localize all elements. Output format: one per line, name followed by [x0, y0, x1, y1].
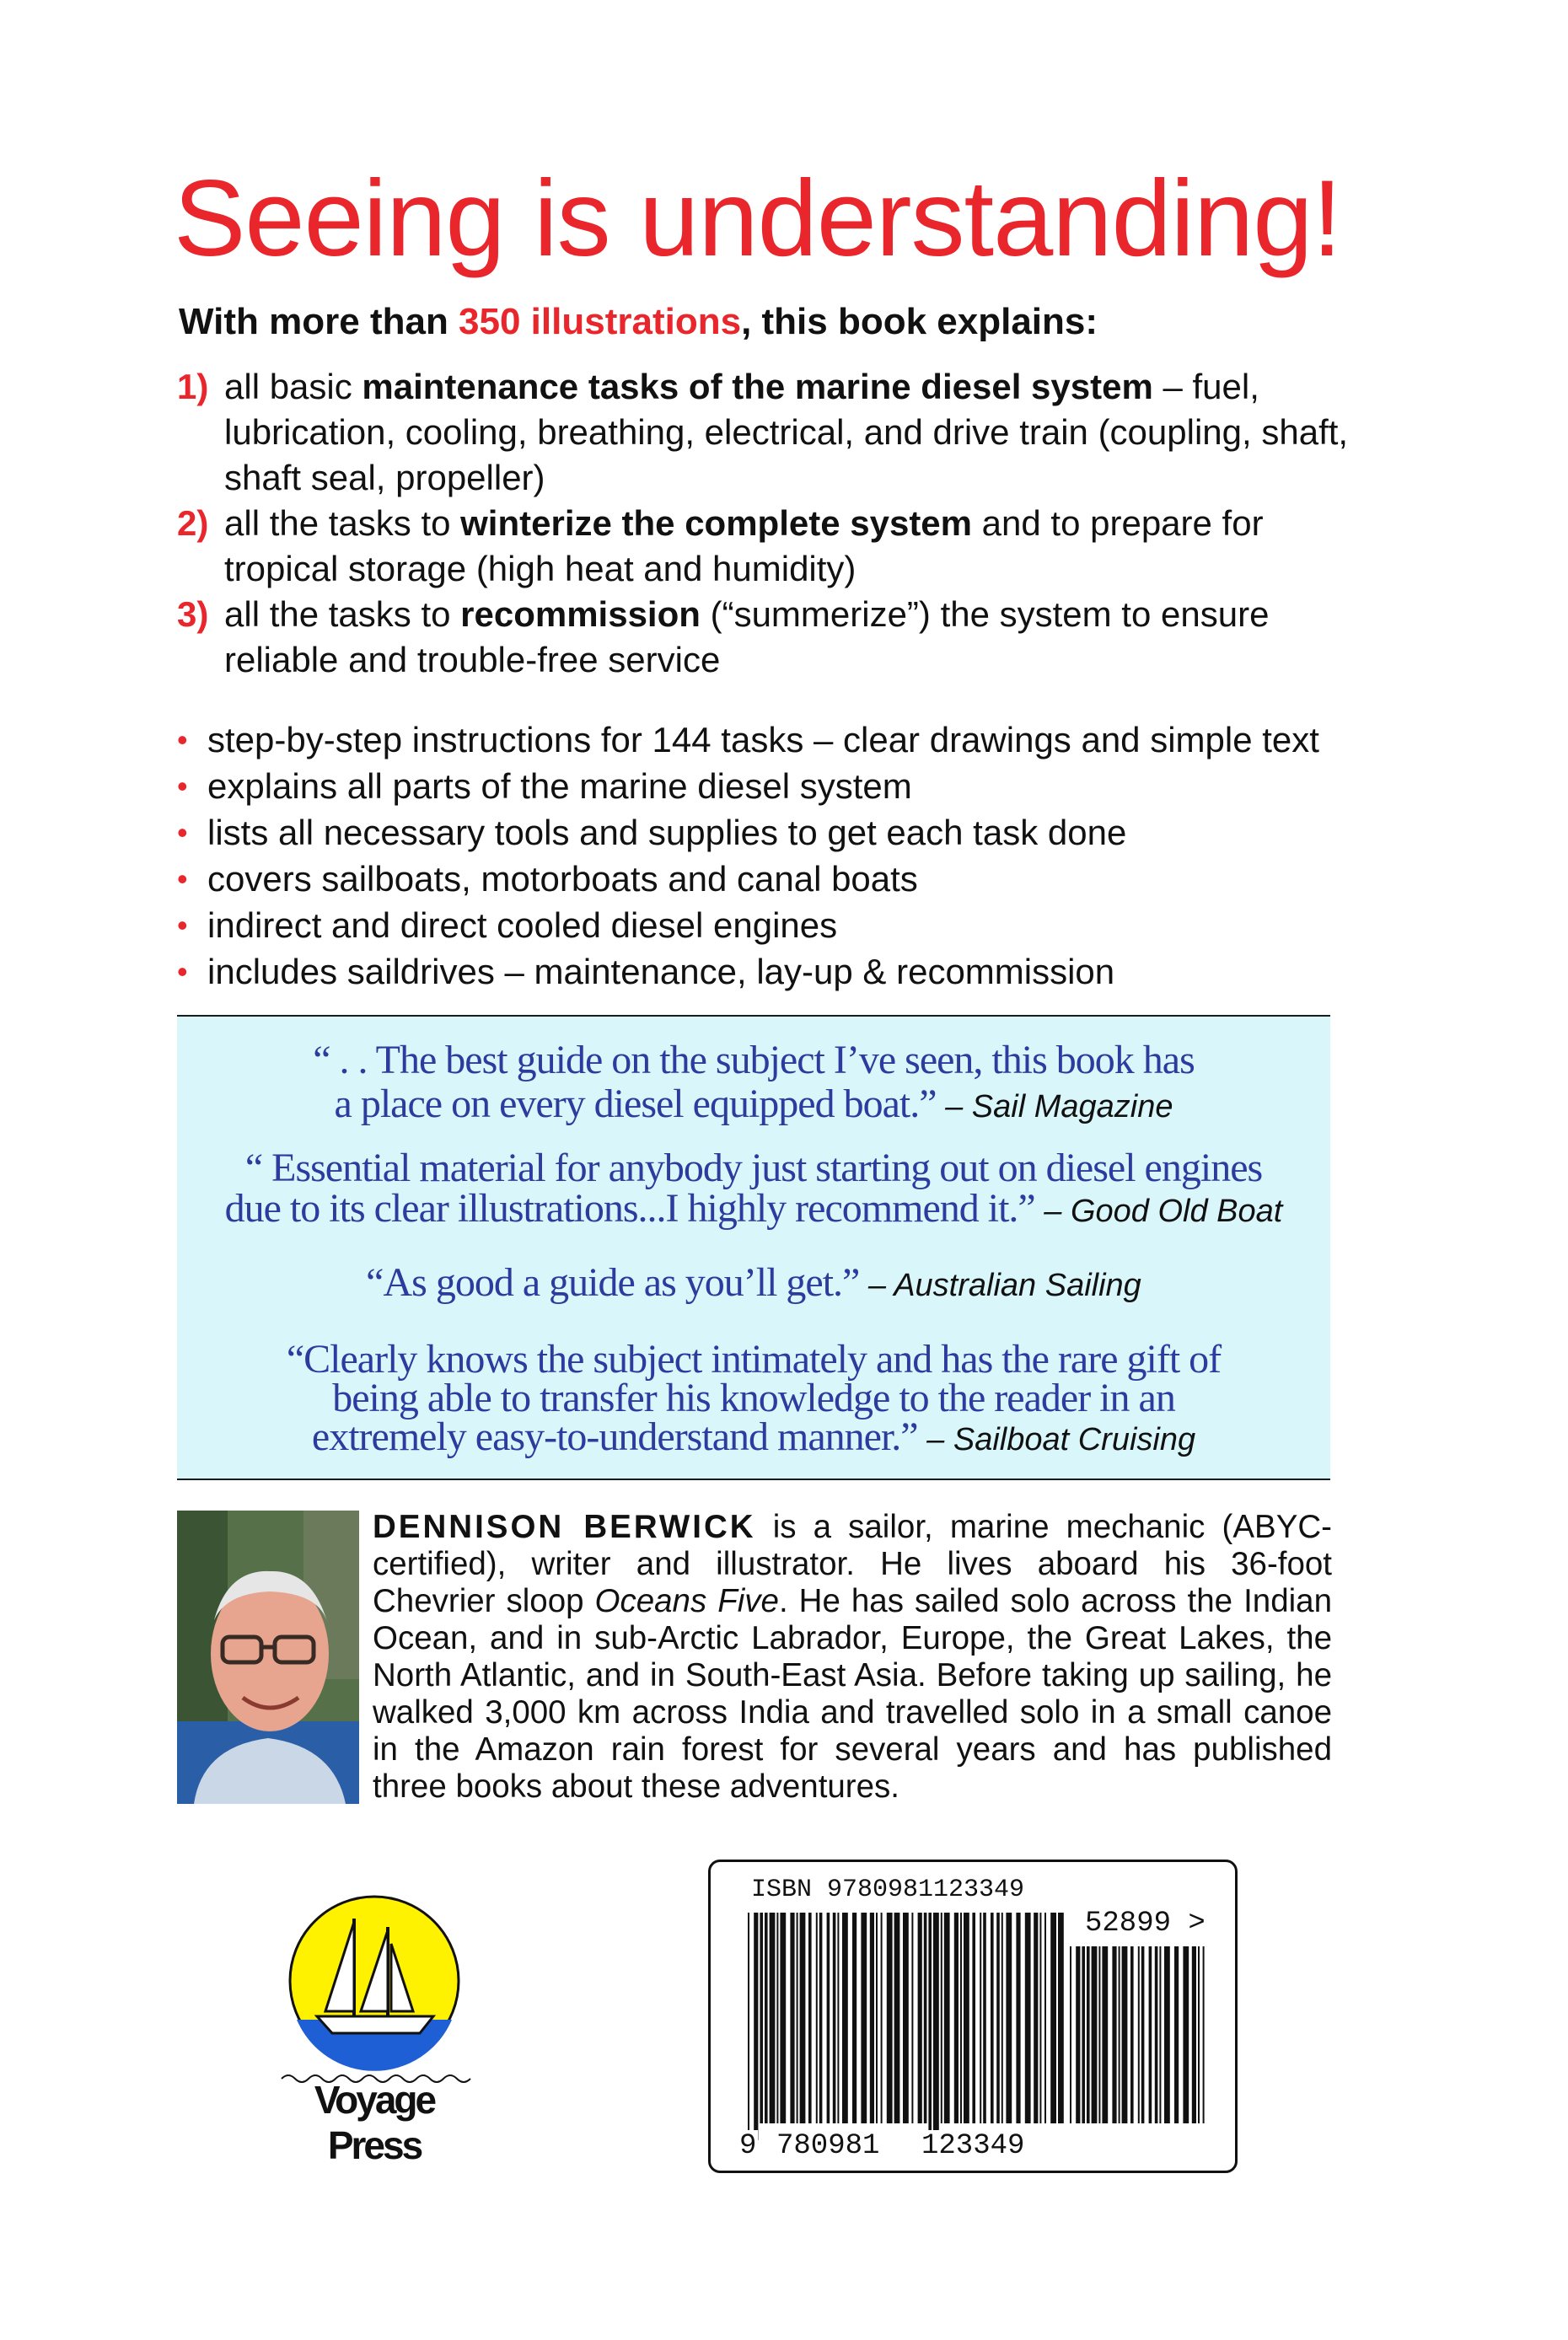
barcode-bar: [1087, 1946, 1090, 2123]
barcode-bar: [780, 1913, 786, 2123]
isbn-digit-group: 123349: [921, 2130, 1025, 2162]
isbn-barcode: [708, 1860, 1238, 2173]
barcode-bar: [797, 1913, 798, 2123]
bullet-item: • lists all necessary tools and supplies to get each task done: [177, 809, 1442, 856]
barcode-bar: [852, 1913, 856, 2123]
barcode-bar: [1112, 1946, 1116, 2123]
bio-text: . He has sailed solo across the Indian Ocean, and in sub-Arctic Labrador, Europe, the Great Lakes, the North Atlantic, and in South-East Asia. Before taking up sailing, he walked 3,000 km across India and travelled solo in a small canoe in the Amazon rain forest for several years and has published three books about these adventures.: [373, 1583, 1332, 1805]
item-number: 2): [177, 503, 209, 543]
intro-after: , this book explains:: [741, 301, 1098, 342]
barcode-bar: [928, 1913, 932, 2140]
barcode-bar: [1149, 1946, 1152, 2123]
quote-line: “As good a guide as you’ll get.”: [366, 1260, 860, 1305]
barcode-bar: [1050, 1913, 1056, 2123]
barcode-bar: [983, 1913, 986, 2123]
feature-bullets: [177, 716, 1442, 995]
quote-source: – Sail Magazine: [936, 1089, 1173, 1124]
barcode-bar: [1138, 1946, 1140, 2123]
author-bio: [373, 1509, 1332, 1806]
barcode-bar: [754, 1913, 758, 2140]
barcode-bar: [1025, 1913, 1031, 2123]
barcode-bar: [1164, 1946, 1170, 2123]
barcode-bar: [1159, 1946, 1161, 2123]
barcode-bar: [1034, 1913, 1038, 2123]
barcode-bar: [760, 1913, 763, 2123]
barcode-addon-bars: [1066, 1946, 1208, 2140]
item-bold-text: maintenance tasks of the marine diesel system: [362, 367, 1153, 406]
numbered-item: [177, 364, 1383, 501]
quote-source: – Sailboat Cruising: [917, 1422, 1196, 1457]
barcode-bar: [1016, 1913, 1020, 2123]
quote-source: – Australian Sailing: [859, 1268, 1141, 1303]
barcode-bar: [960, 1913, 962, 2123]
barcode-bar: [881, 1913, 883, 2123]
barcode-bar: [748, 1913, 749, 2140]
bio-text: is a sailor, marine mechanic (ABYC-certified), writer and illustrator. He lives aboard his 36-foot Chevrier sloop: [373, 1509, 1332, 1619]
barcode-bar: [933, 1913, 939, 2140]
quote-line: being able to transfer his knowledge to the reader in an: [332, 1376, 1175, 1420]
barcode-bar: [1039, 1913, 1041, 2123]
quote-line: due to its clear illustrations...I highly recommend it.”: [224, 1186, 1035, 1231]
item-text: – fuel, lubrication, cooling, breathing, electrical, and drive train (coupling, shaft, shaft seal, propeller): [224, 367, 1349, 497]
barcode-bar: [1070, 1946, 1071, 2123]
publisher-name: Voyage Press: [314, 2078, 435, 2167]
headline: Seeing is understanding!: [174, 158, 1341, 279]
intro-before: With more than: [179, 301, 459, 342]
barcode-bar: [770, 1913, 776, 2123]
barcode-bar: [790, 1913, 794, 2123]
review-quote: [177, 1261, 1330, 1314]
barcode-bar: [808, 1913, 812, 2123]
barcode-bar: [1102, 1946, 1108, 2123]
barcode-bars: [744, 1913, 1065, 2140]
barcode-bar: [1155, 1946, 1158, 2123]
bullet-item: • indirect and direct cooled diesel engines: [177, 902, 1442, 948]
barcode-bar: [861, 1913, 867, 2123]
barcode-bar: [1044, 1913, 1046, 2123]
item-text: all the tasks to: [224, 594, 461, 634]
barcode-bar: [1076, 1946, 1080, 2123]
item-text: all the tasks to: [224, 503, 461, 543]
sailboat-sun-icon: [265, 1893, 484, 2087]
barcode-bar: [1141, 1946, 1145, 2123]
quote-line: “ Essential material for anybody just starting out on diesel engines: [244, 1146, 1263, 1190]
author-portrait-illustration: [177, 1511, 359, 1804]
barcode-bar: [1198, 1946, 1200, 2123]
author-name: DENNISON BERWICK: [373, 1509, 756, 1545]
barcode-bar: [911, 1913, 913, 2123]
barcode-bar: [1183, 1946, 1189, 2123]
barcode-bar: [980, 1913, 981, 2123]
barcode-bar: [776, 1913, 778, 2123]
item-text: all basic: [224, 367, 362, 406]
numbered-item: [177, 592, 1383, 683]
barcode-bar: [991, 1913, 994, 2123]
barcode-bar: [903, 1913, 909, 2123]
review-quote: [177, 1337, 1330, 1466]
numbered-item: [177, 501, 1383, 592]
barcode-bar: [1058, 1913, 1064, 2123]
barcode-bar: [819, 1913, 823, 2123]
barcode-bar: [800, 1913, 806, 2123]
barcode-bar: [1119, 1946, 1120, 2123]
barcode-bar: [816, 1913, 818, 2123]
barcode-bar: [954, 1913, 959, 2123]
intro-highlight: 350 illustrations: [459, 301, 742, 342]
quote-line: “Clearly knows the subject intimately and has the rare gift of: [286, 1337, 1222, 1382]
bullet-item: • includes saildrives – maintenance, lay-up & recommission: [177, 948, 1442, 995]
barcode-bar: [972, 1913, 975, 2123]
barcode-bar: [876, 1913, 878, 2123]
barcode-bar: [894, 1913, 900, 2123]
barcode-bar: [996, 1913, 1000, 2123]
quote-line: extremely easy-to-understand manner.”: [311, 1414, 918, 1459]
item-number: 3): [177, 594, 209, 634]
bullet-item: • covers sailboats, motorboats and canal boats: [177, 856, 1442, 902]
barcode-bar: [1174, 1946, 1179, 2123]
quote-source: – Good Old Boat: [1034, 1194, 1283, 1229]
isbn-digit-group: 780981: [776, 2130, 880, 2162]
bullet-item: • explains all parts of the marine diesel system: [177, 763, 1442, 809]
barcode-bar: [870, 1913, 874, 2123]
barcode-bar: [924, 1913, 927, 2123]
barcode-bar: [837, 1913, 839, 2123]
review-quote: [177, 1039, 1330, 1135]
quote-line: a place on every diesel equipped boat.”: [334, 1081, 937, 1126]
intro-line: [179, 303, 1098, 341]
barcode-bar: [944, 1913, 950, 2123]
bullet-item: • step-by-step instructions for 144 tasks – clear drawings and simple text: [177, 716, 1442, 763]
quote-line: “ . . The best guide on the subject I’ve seen, this book has: [313, 1038, 1195, 1082]
item-number: 1): [177, 367, 209, 406]
barcode-bar: [918, 1913, 922, 2123]
author-photo: [177, 1511, 359, 1804]
barcode-bar: [1098, 1946, 1100, 2123]
barcode-bar: [1001, 1913, 1003, 2123]
numbered-list: [177, 364, 1383, 683]
barcode-bar: [1082, 1946, 1085, 2123]
barcode-bar: [1192, 1946, 1196, 2123]
item-bold-text: recommission: [460, 594, 701, 634]
reviews-box: [177, 1015, 1330, 1480]
isbn-label: ISBN 9780981123349: [751, 1876, 1025, 1904]
barcode-bar: [827, 1913, 830, 2123]
review-quote: [177, 1148, 1330, 1238]
barcode-bar: [941, 1913, 942, 2123]
barcode-bar: [833, 1913, 836, 2123]
price-code: 52899 >: [1085, 1908, 1206, 1940]
isbn-digit-group: 9: [739, 2130, 757, 2162]
item-text: and to prepare for tropical storage (high heat and humidity): [224, 503, 1264, 588]
barcode-bar: [765, 1913, 768, 2123]
barcode-bar: [1122, 1946, 1128, 2123]
barcode-bar: [964, 1913, 969, 2123]
barcode-bar: [887, 1913, 893, 2123]
item-bold-text: winterize the complete system: [460, 503, 973, 543]
barcode-bar: [1130, 1946, 1134, 2123]
item-text: (“summerize”) the system to ensure reliable and trouble-free service: [224, 594, 1270, 679]
barcode-bar: [1092, 1946, 1098, 2123]
barcode-bar: [842, 1913, 848, 2123]
barcode-bar: [1203, 1946, 1205, 2123]
boat-name: Oceans Five: [594, 1583, 779, 1619]
barcode-bar: [1006, 1913, 1012, 2123]
